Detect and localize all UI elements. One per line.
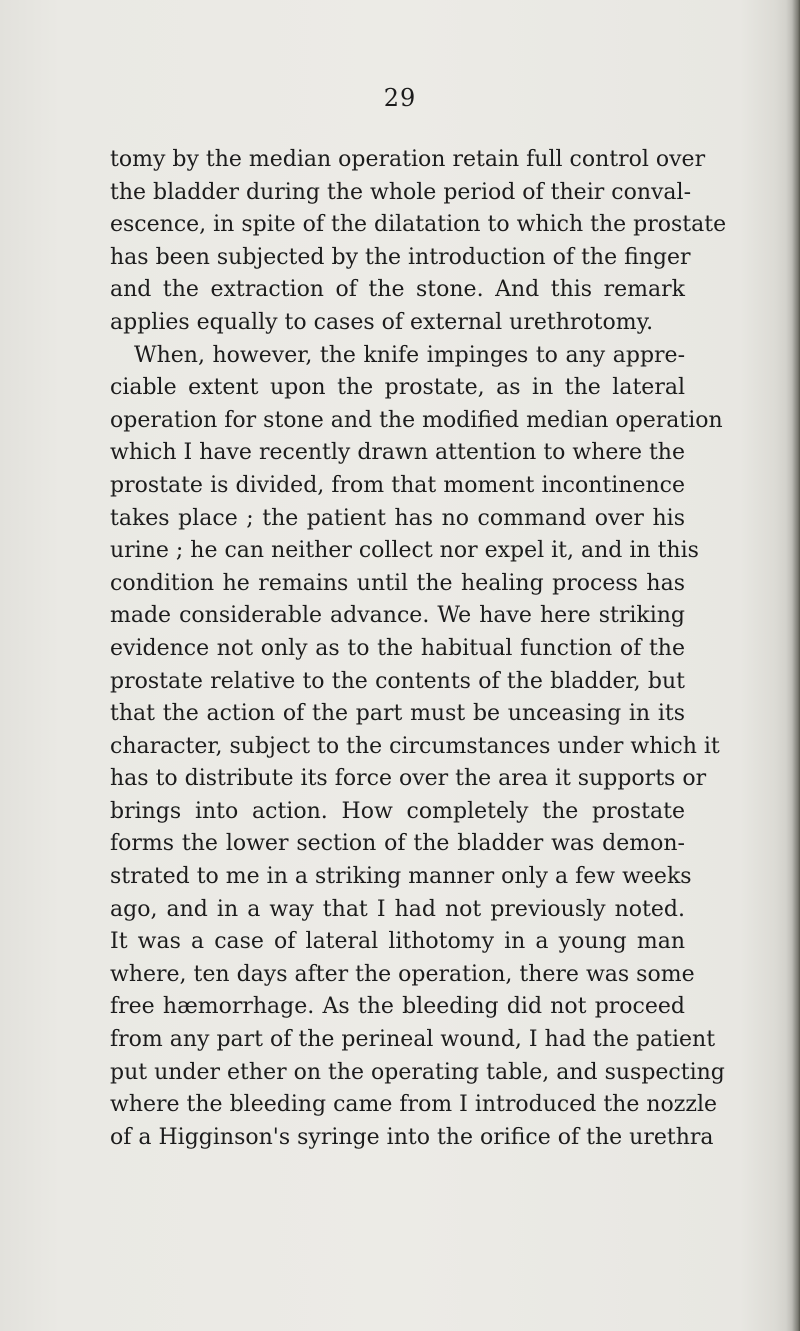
text-line: urine ; he can neither collect nor expel it, and in this [110, 538, 699, 564]
text-line: strated to me in a striking manner only a few weeks [110, 864, 692, 890]
text-line: evidence not only as to the habitual function of the [110, 635, 685, 661]
text-line: takes place ; the patient has no command over his [110, 505, 685, 531]
text-line: from any part of the perineal wound, I had the patient [110, 1027, 716, 1053]
text-line: operation for stone and the modified median operation [110, 407, 723, 433]
text-line: brings into action. How completely the prostate [110, 798, 685, 824]
text-line: of a Higginson's syringe into the orifice of the urethra [110, 1124, 714, 1150]
text-line: prostate relative to the contents of the bladder, but [110, 668, 685, 694]
text-line: It was a case of lateral lithotomy in a young man [110, 929, 685, 955]
text-line: forms the lower section of the bladder was demon- [110, 831, 685, 857]
page-number: 29 [383, 84, 417, 112]
text-line: condition he remains until the healing process has [110, 570, 685, 596]
text-line: has been subjected by the introduction of the finger [110, 244, 691, 270]
text-line: the bladder during the whole period of their conval- [110, 179, 692, 205]
text-line: where, ten days after the operation, there was some [110, 961, 695, 987]
text-line: and the extraction of the stone. And this remark [110, 277, 685, 303]
text-line: free hæmorrhage. As the bleeding did not proceed [110, 994, 685, 1020]
text-line: escence, in spite of the dilatation to which the prostate [110, 212, 727, 238]
text-line: that the action of the part must be unceasing in its [110, 701, 685, 727]
body-text [110, 144, 727, 1154]
text-line: where the bleeding came from I introduced the nozzle [110, 1092, 717, 1118]
text-line: tomy by the median operation retain full control over [110, 147, 706, 172]
text-line: put under ether on the operating table, and suspecting [110, 1059, 725, 1085]
text-line: prostate is divided, from that moment incontinence [110, 472, 685, 498]
text-line: character, subject to the circumstances under which it [110, 733, 720, 759]
text-line: which I have recently drawn attention to where the [110, 440, 685, 466]
text-line: When, however, the knife impinges to any appre- [134, 342, 685, 368]
page-edge-shadow [786, 0, 800, 1331]
text-line: has to distribute its force over the area it supports or [110, 766, 707, 792]
text-line: ciable extent upon the prostate, as in the lateral [110, 375, 685, 401]
text-line: ago, and in a way that I had not previously noted. [110, 896, 685, 922]
text-line: made considerable advance. We have here striking [110, 603, 685, 629]
text-line: applies equally to cases of external urethrotomy. [110, 309, 654, 335]
